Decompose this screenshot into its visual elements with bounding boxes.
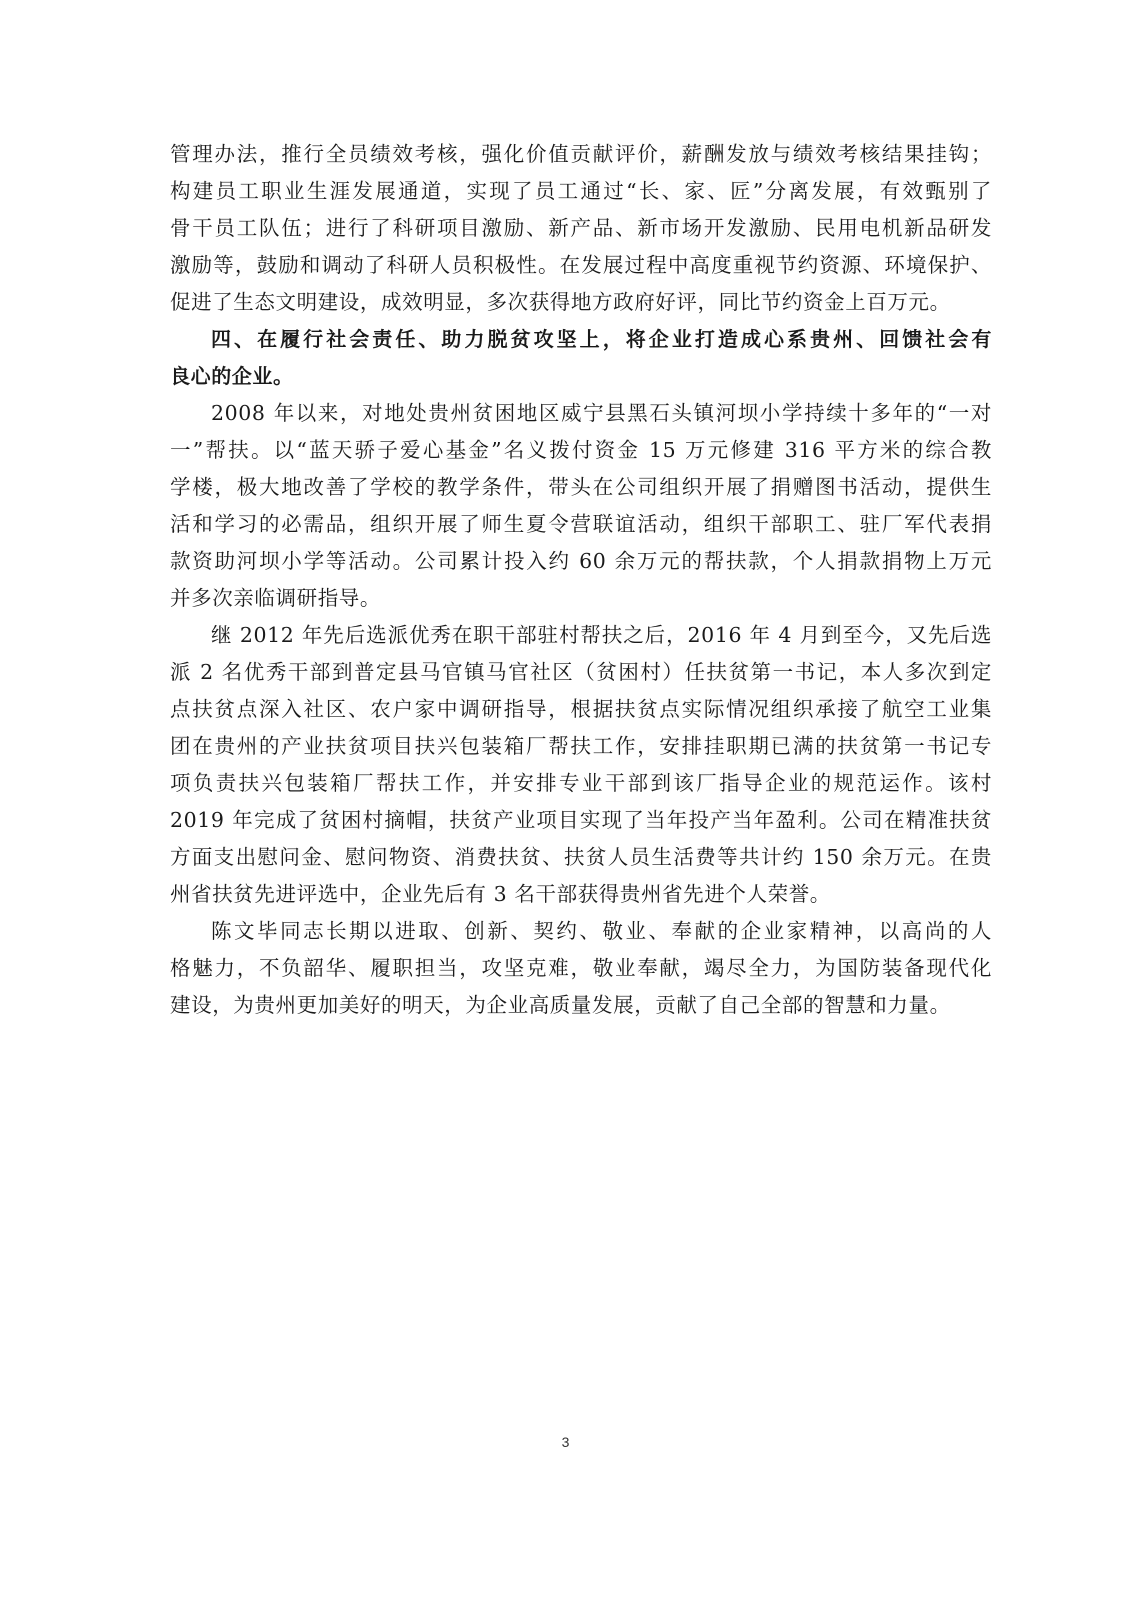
section-heading-social-responsibility: [170, 321, 992, 395]
text-line: 派 2 名优秀干部到普定县马官镇马官社区（贫困村）任扶贫第一书记，本人多次到定: [170, 660, 992, 684]
paragraph-village-poverty-alleviation: [170, 617, 992, 913]
text-line: 款资助河坝小学等活动。公司累计投入约 60 余万元的帮扶款，个人捐款捐物上万元: [170, 549, 992, 573]
paragraph-school-assistance: [170, 395, 992, 617]
text-line: 骨干员工队伍；进行了科研项目激励、新产品、新市场开发激励、民用电机新品研发: [170, 216, 992, 240]
paragraph-management-incentives: [170, 136, 992, 321]
text-line: 一”帮扶。以“蓝天骄子爱心基金”名义拨付资金 15 万元修建 316 平方米的综合教: [170, 438, 992, 462]
text-line: 2019 年完成了贫困村摘帽，扶贫产业项目实现了当年投产当年盈利。公司在精准扶贫: [170, 808, 992, 832]
text-line: 建设，为贵州更加美好的明天，为企业高质量发展，贡献了自己全部的智慧和力量。: [170, 993, 951, 1017]
text-line: 促进了生态文明建设，成效明显，多次获得地方政府好评，同比节约资金上百万元。: [170, 290, 951, 314]
text-line: 管理办法，推行全员绩效考核，强化价值贡献评价，薪酬发放与绩效考核结果挂钩；: [170, 142, 992, 166]
text-line: 方面支出慰问金、慰问物资、消费扶贫、扶贫人员生活费等共计约 150 余万元。在贵: [170, 845, 992, 869]
page-number: 3: [561, 1434, 570, 1450]
text-line: 团在贵州的产业扶贫项目扶兴包装箱厂帮扶工作，安排挂职期已满的扶贫第一书记专: [170, 734, 992, 758]
paragraph-conclusion: [170, 913, 992, 1024]
text-line: 活和学习的必需品，组织开展了师生夏令营联谊活动，组织干部职工、驻厂军代表捐: [170, 512, 992, 536]
text-line: 2008 年以来，对地处贵州贫困地区威宁县黑石头镇河坝小学持续十多年的“一对: [211, 401, 992, 425]
text-line: 学楼，极大地改善了学校的教学条件，带头在公司组织开展了捐赠图书活动，提供生: [170, 475, 992, 499]
text-line: 格魅力，不负韶华、履职担当，攻坚克难，敬业奉献，竭尽全力，为国防装备现代化: [170, 956, 992, 980]
text-line: 并多次亲临调研指导。: [170, 586, 381, 610]
text-line: 项负责扶兴包装箱厂帮扶工作，并安排专业干部到该厂指导企业的规范运作。该村: [170, 771, 992, 795]
text-line: 陈文毕同志长期以进取、创新、契约、敬业、奉献的企业家精神，以高尚的人: [211, 919, 992, 943]
text-line: 点扶贫点深入社区、农户家中调研指导，根据扶贫点实际情况组织承接了航空工业集: [170, 697, 992, 721]
text-line: 激励等，鼓励和调动了科研人员积极性。在发展过程中高度重视节约资源、环境保护、: [170, 253, 992, 277]
document-body: [170, 136, 992, 1024]
heading-line: 良心的企业。: [170, 364, 294, 388]
text-line: 构建员工职业生涯发展通道，实现了员工通过“长、家、匠”分离发展，有效甄别了: [170, 179, 992, 203]
text-line: 继 2012 年先后选派优秀在职干部驻村帮扶之后，2016 年 4 月到至今，又先后选: [211, 623, 992, 647]
heading-line: 四、在履行社会责任、助力脱贫攻坚上，将企业打造成心系贵州、回馈社会有: [211, 327, 992, 351]
text-line: 州省扶贫先进评选中，企业先后有 3 名干部获得贵州省先进个人荣誉。: [170, 882, 831, 906]
